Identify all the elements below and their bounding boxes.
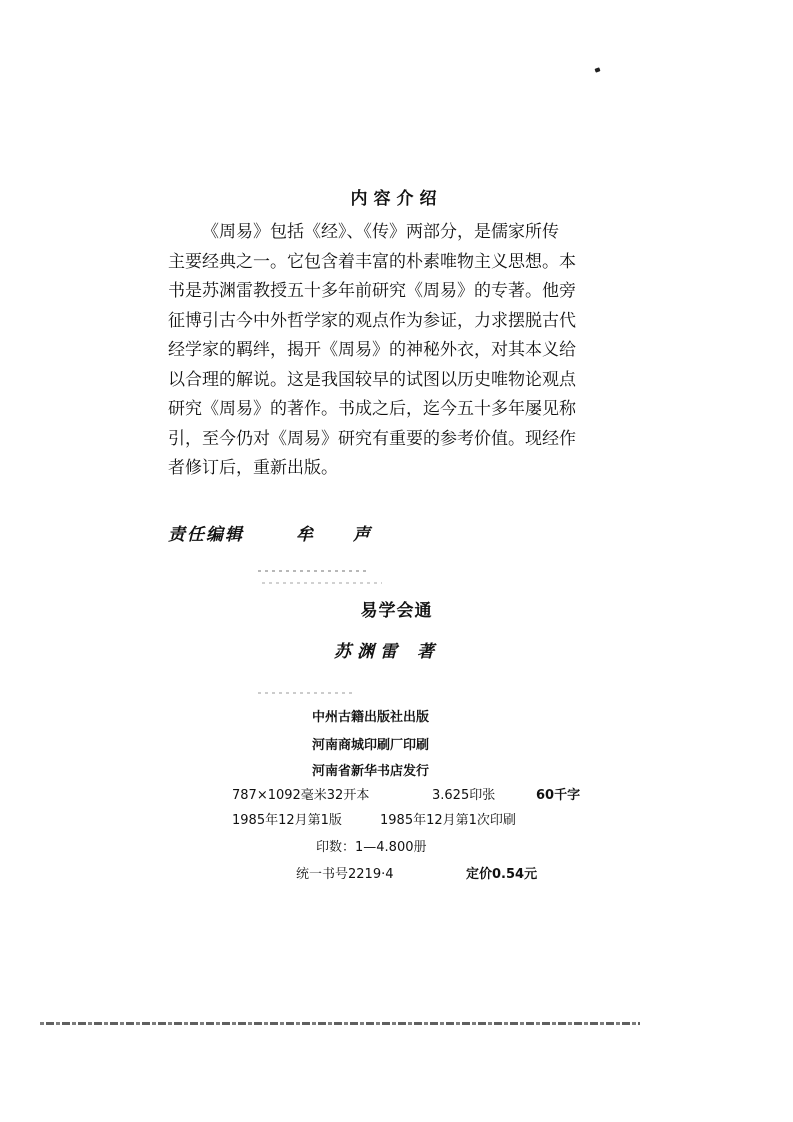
imprint-author xyxy=(334,637,440,662)
scan-edge-line xyxy=(40,1022,640,1025)
imprint-printer: 河南商城印刷厂印刷 xyxy=(312,738,430,753)
print-smudge xyxy=(258,692,353,694)
ink-speck xyxy=(594,67,600,72)
editor-name: 牟声 xyxy=(296,525,410,545)
imprint-sheets: 3.625印张 xyxy=(432,788,496,803)
imprint-price: 定价0.54元 xyxy=(466,867,538,882)
imprint-edition: 1985年12月第1版 xyxy=(232,813,342,828)
intro-line: 《周易》包括《经》、《传》两部分，是儒家所传 xyxy=(202,222,559,242)
intro-line: 引，至今仍对《周易》研究有重要的参考价值。现经作 xyxy=(168,428,576,449)
imprint-print-run: 印数：1—4.800册 xyxy=(316,840,427,855)
responsible-editor xyxy=(168,520,410,545)
content-introduction-heading: 内容介绍 xyxy=(350,189,443,209)
author-role: 著 xyxy=(417,642,440,662)
print-smudge xyxy=(262,582,382,584)
intro-line: 者修订后，重新出版。 xyxy=(168,458,338,478)
editor-label: 责任编辑 xyxy=(168,525,244,545)
content-introduction-text xyxy=(168,218,628,484)
imprint-format: 787×1092毫米32开本 xyxy=(232,788,370,803)
intro-line: 经学家的羁绊，揭开《周易》的神秘外衣，对其本义给 xyxy=(168,340,576,360)
imprint-book-title: 易学会通 xyxy=(360,601,433,621)
imprint-printing: 1985年12月第1次印刷 xyxy=(380,813,516,828)
imprint-distributor: 河南省新华书店发行 xyxy=(312,764,430,779)
intro-line: 书是苏渊雷教授五十多年前研究《周易》的专著。他旁 xyxy=(168,281,576,301)
intro-line: 以合理的解说。这是我国较早的试图以历史唯物论观点 xyxy=(168,369,576,390)
imprint-book-number: 统一书号2219·4 xyxy=(296,867,394,882)
intro-line: 征博引古今中外哲学家的观点作为参证，力求摆脱古代 xyxy=(168,310,576,331)
intro-line: 研究《周易》的著作。书成之后，迄今五十多年屡见称 xyxy=(168,399,576,419)
print-smudge xyxy=(258,570,368,572)
author-name: 苏渊雷 xyxy=(334,642,403,662)
imprint-publisher: 中州古籍出版社出版 xyxy=(312,710,430,725)
imprint-word-count: 60千字 xyxy=(536,788,581,803)
intro-line: 主要经典之一。它包含着丰富的朴素唯物主义思想。本 xyxy=(168,251,576,272)
